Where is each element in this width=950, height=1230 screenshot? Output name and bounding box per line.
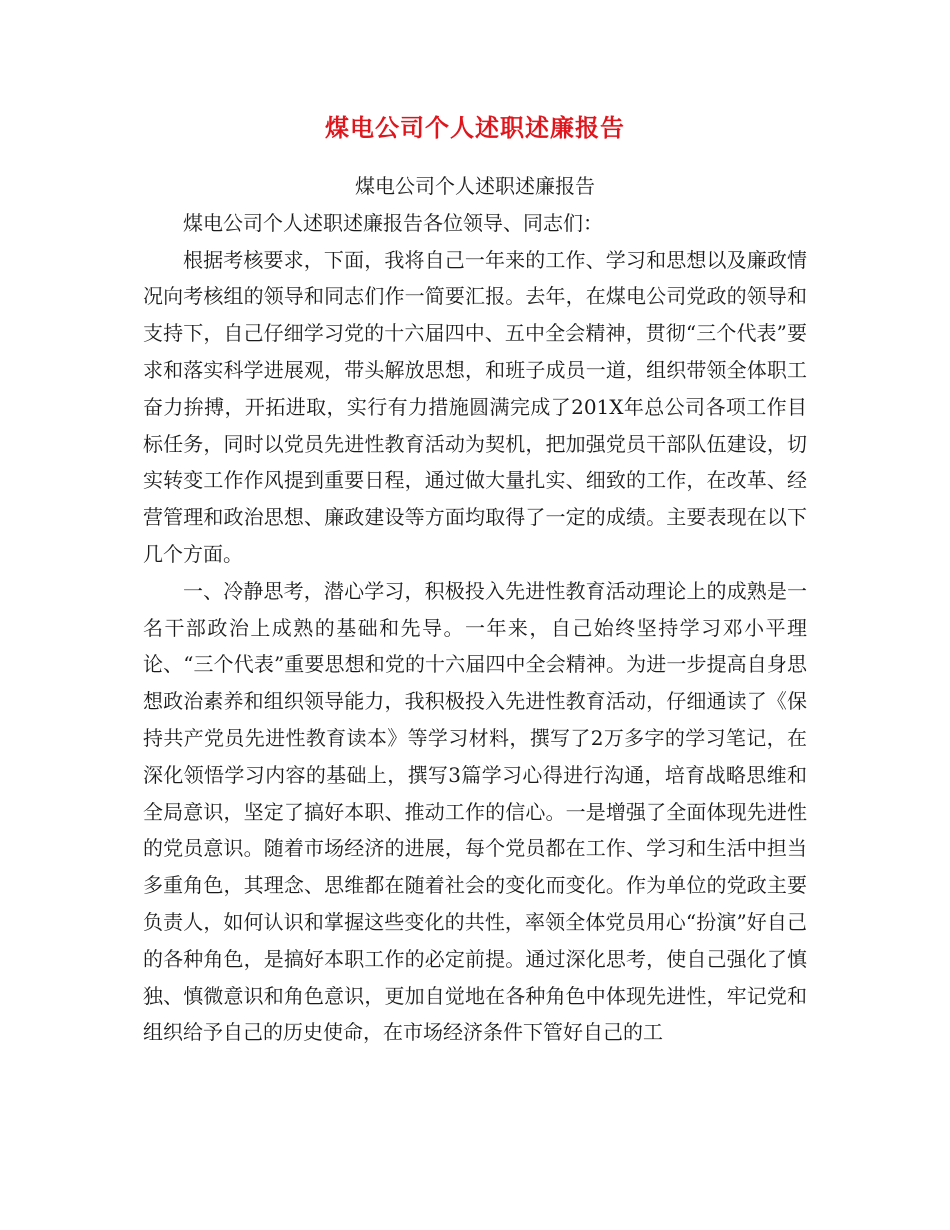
paragraph: 根据考核要求，下面，我将自己一年来的工作、学习和思想以及廉政情况向考核组的领导和同志们作一简要汇报。去年，在煤电公司党政的领导和支持下，自己仔细学习党的十六届四中、五中全会精神，贯彻“三个代表”要求和落实科学进展观，带头解放思想，和班子成员一道，组织带领全体职工奋力拚搏，开拓进取，实行有力措施圆满完成了201X年总公司各项工作目标任务，同时以党员先进性教育活动为契机，把加强党员干部队伍建设，切实转变工作作风提到重要日程，通过做大量扎实、细致的工作，在改革、经营管理和政治思想、廉政建设等方面均取得了一定的成绩。主要表现在以下几个方面。: [143, 247, 807, 566]
document-body: [143, 168, 807, 1051]
salutation: 煤电公司个人述职述廉报告各位领导、同志们：: [183, 210, 603, 235]
document-subtitle: 煤电公司个人述职述廉报告: [355, 174, 595, 198]
paragraph: 一、冷静思考，潜心学习，积极投入先进性教育活动理论上的成熟是一名干部政治上成熟的基础和先导。一年来，自己始终坚持学习邓小平理论、“三个代表”重要思想和党的十六届四中全会精神。为进一步提高自身思想政治素养和组织领导能力，我积极投入先进性教育活动，仔细通读了《保持共产党员先进性教育读本》等学习材料，撰写了2万多字的学习笔记，在深化领悟学习内容的基础上，撰写3篇学习心得进行沟通，培育战略思维和全局意识，坚定了搞好本职、推动工作的信心。一是增强了全面体现先进性的党员意识。随着市场经济的进展，每个党员都在工作、学习和生活中担当多重角色，其理念、思维都在随着社会的变化而变化。作为单位的党政主要负责人，如何认识和掌握这些变化的共性，率领全体党员用心“扮演”好自己的各种角色，是搞好本职工作的必定前提。通过深化思考，使自己强化了慎独、慎微意识和角色意识，更加自觉地在各种角色中体现先进性，牢记党和组织给予自己的历史使命，在市场经济条件下管好自己的工: [143, 578, 807, 1045]
document-title: 煤电公司个人述职述廉报告: [325, 113, 625, 142]
